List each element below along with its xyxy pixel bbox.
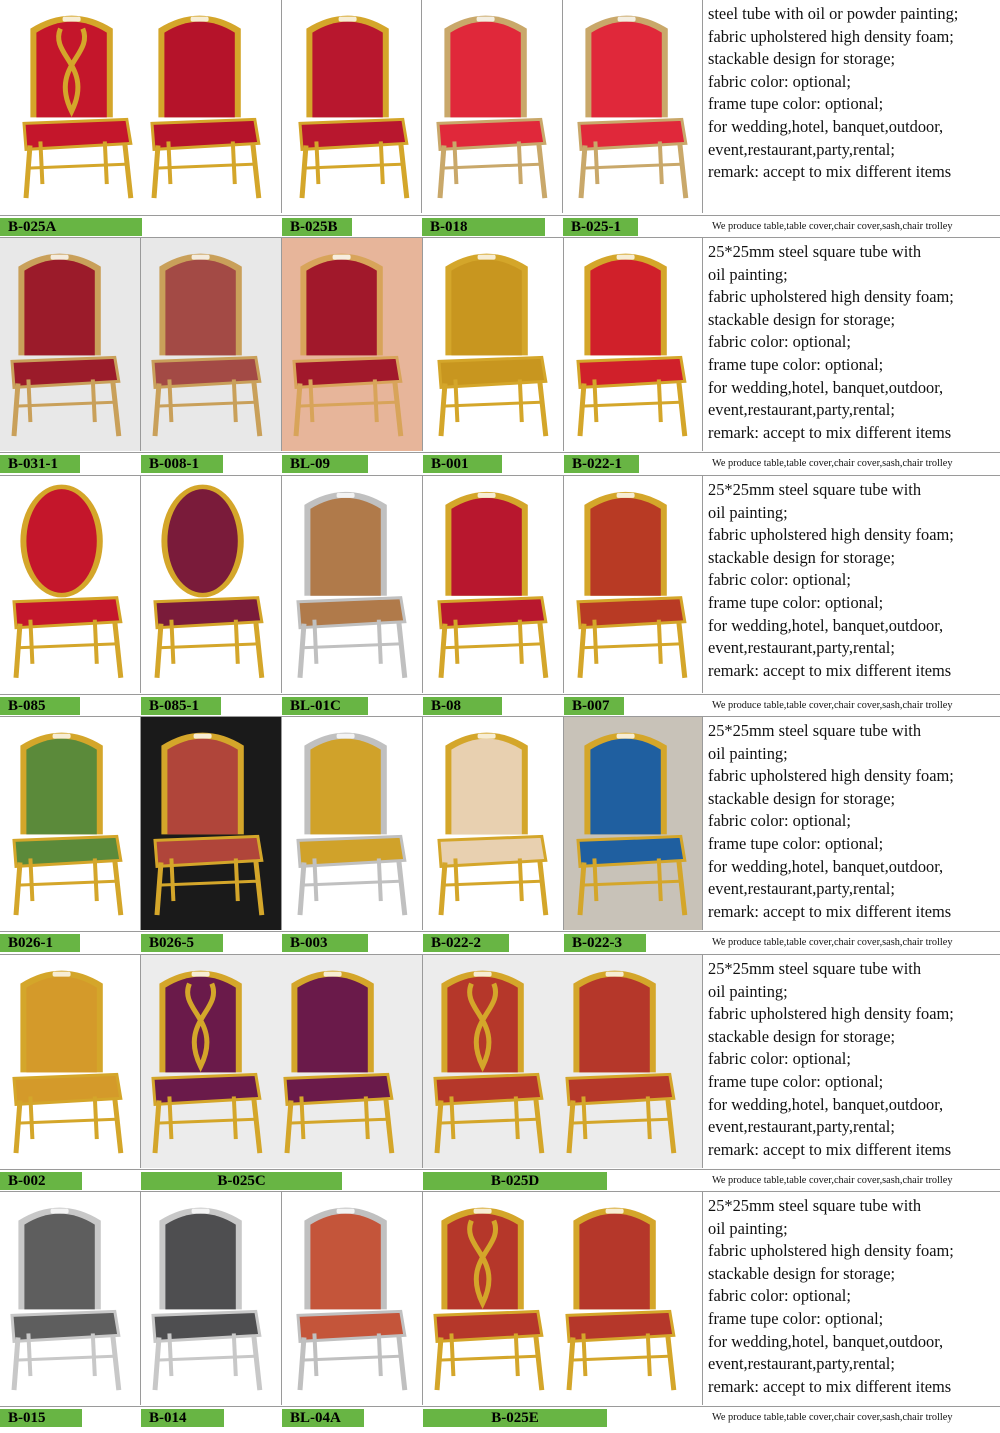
model-number-label: B-025B bbox=[282, 218, 352, 236]
product-section bbox=[0, 1191, 1000, 1407]
product-photo-cell bbox=[0, 0, 282, 213]
spec-line: fabric upholstered high density foam; bbox=[708, 26, 954, 46]
model-number-label: B-002 bbox=[0, 1172, 82, 1190]
chair-photo bbox=[282, 0, 422, 213]
blank-label-box bbox=[364, 1409, 423, 1427]
blank-label-box bbox=[352, 218, 422, 236]
spec-line: for wedding,hotel, banquet,outdoor, bbox=[708, 1094, 944, 1114]
model-number-label: B-085-1 bbox=[141, 697, 221, 715]
blank-label-box bbox=[502, 697, 564, 715]
product-photo-cell bbox=[0, 955, 141, 1168]
spec-line: fabric color: optional; bbox=[708, 811, 851, 831]
model-number-label: B026-1 bbox=[0, 934, 80, 952]
blank-label-box bbox=[624, 697, 702, 715]
model-number-label: B-018 bbox=[422, 218, 545, 236]
spec-line: event,restaurant,party,rental; bbox=[708, 400, 895, 420]
blank-label-box bbox=[80, 934, 141, 952]
spec-line: event,restaurant,party,rental; bbox=[708, 1117, 895, 1137]
spec-line: fabric color: optional; bbox=[708, 1049, 851, 1069]
blank-label-box bbox=[639, 455, 702, 473]
model-number-label: B-025C bbox=[141, 1172, 342, 1190]
chair-photo bbox=[563, 0, 703, 213]
photo-row bbox=[0, 1192, 702, 1405]
product-photo-cell bbox=[141, 238, 282, 451]
blank-label-box bbox=[607, 1172, 703, 1190]
product-photo-cell bbox=[141, 717, 282, 930]
spec-line: oil painting; bbox=[708, 1218, 788, 1238]
spec-line: fabric upholstered high density foam; bbox=[708, 1004, 954, 1024]
spec-line: remark: accept to mix different items bbox=[708, 162, 952, 182]
model-number-label: B-025E bbox=[423, 1409, 607, 1427]
chair-photo bbox=[0, 476, 141, 693]
product-photo-cell bbox=[423, 476, 564, 693]
product-photo-cell bbox=[282, 1192, 423, 1405]
chair-photo bbox=[141, 1192, 282, 1405]
model-number-label: B-022-1 bbox=[564, 455, 639, 473]
product-section bbox=[0, 475, 1000, 695]
spec-line: stackable design for storage; bbox=[708, 49, 896, 69]
spec-description bbox=[703, 238, 1000, 444]
spec-line: frame tupe color: optional; bbox=[708, 833, 884, 853]
product-photo-cell bbox=[0, 1192, 141, 1405]
chair-photo bbox=[141, 238, 282, 451]
blank-label-box bbox=[502, 455, 564, 473]
spec-line: remark: accept to mix different items bbox=[708, 901, 952, 921]
spec-line: 25*25mm steel square tube with bbox=[708, 959, 922, 978]
model-number-label: B-015 bbox=[0, 1409, 82, 1427]
photo-row bbox=[0, 717, 702, 930]
spec-line: event,restaurant,party,rental; bbox=[708, 1354, 895, 1374]
spec-line: 25*25mm steel square tube with bbox=[708, 721, 922, 740]
spec-line: oil painting; bbox=[708, 743, 788, 763]
blank-label-box bbox=[368, 455, 423, 473]
model-number-label: BL-09 bbox=[282, 455, 368, 473]
chair-photo bbox=[564, 717, 703, 930]
model-label-row bbox=[0, 1406, 1000, 1429]
chair-photo bbox=[423, 476, 564, 693]
spec-line: for wedding,hotel, banquet,outdoor, bbox=[708, 1331, 944, 1351]
chair-photo bbox=[423, 717, 564, 930]
product-section bbox=[0, 954, 1000, 1170]
product-section bbox=[0, 0, 1000, 215]
product-photo-cell bbox=[563, 0, 703, 213]
model-number-label: B-008-1 bbox=[141, 455, 223, 473]
spec-line: 25*25mm steel square tube with bbox=[708, 480, 922, 499]
blank-label-box bbox=[509, 934, 564, 952]
chair-photo bbox=[282, 238, 423, 451]
model-label-row bbox=[0, 694, 1000, 717]
chair-photo bbox=[564, 238, 703, 451]
spec-description bbox=[703, 0, 1000, 184]
spec-line: fabric color: optional; bbox=[708, 570, 851, 590]
model-number-label: B-022-2 bbox=[423, 934, 509, 952]
blank-label-box bbox=[368, 934, 423, 952]
photo-row bbox=[0, 238, 702, 451]
spec-line: stackable design for storage; bbox=[708, 788, 896, 808]
spec-line: stackable design for storage; bbox=[708, 309, 896, 329]
product-photo-cell bbox=[282, 717, 423, 930]
model-number-label: B-031-1 bbox=[0, 455, 80, 473]
spec-line: 25*25mm steel square tube with bbox=[708, 1196, 922, 1215]
model-label-row bbox=[0, 215, 1000, 238]
chair-photo bbox=[0, 955, 141, 1168]
spec-line: frame tupe color: optional; bbox=[708, 1308, 884, 1328]
model-number-label: B-025-1 bbox=[563, 218, 638, 236]
chair-photo bbox=[423, 955, 703, 1168]
spec-line: frame tupe color: optional; bbox=[708, 354, 884, 374]
spec-line: oil painting; bbox=[708, 264, 788, 284]
chair-photo bbox=[0, 238, 141, 451]
blank-label-box bbox=[223, 455, 282, 473]
spec-line: stackable design for storage; bbox=[708, 547, 896, 567]
spec-description bbox=[703, 1192, 1000, 1398]
spec-line: for wedding,hotel, banquet,outdoor, bbox=[708, 856, 944, 876]
product-photo-cell bbox=[282, 238, 423, 451]
product-photo-cell bbox=[141, 955, 423, 1168]
product-photo-cell bbox=[141, 1192, 282, 1405]
spec-line: remark: accept to mix different items bbox=[708, 1139, 952, 1159]
spec-line: for wedding,hotel, banquet,outdoor, bbox=[708, 116, 944, 136]
chair-photo bbox=[0, 0, 282, 213]
chair-photo bbox=[282, 476, 423, 693]
chair-photo bbox=[0, 1192, 141, 1405]
product-photo-cell bbox=[141, 476, 282, 693]
blank-label-box bbox=[368, 697, 423, 715]
spec-line: 25*25mm steel square tube with bbox=[708, 242, 922, 261]
spec-line: frame tupe color: optional; bbox=[708, 592, 884, 612]
blank-label-box bbox=[638, 218, 702, 236]
model-number-label: B-08 bbox=[423, 697, 502, 715]
product-photo-cell bbox=[423, 1192, 703, 1405]
spec-line: for wedding,hotel, banquet,outdoor, bbox=[708, 615, 944, 635]
spec-line: stackable design for storage; bbox=[708, 1026, 896, 1046]
spec-line: frame tupe color: optional; bbox=[708, 1071, 884, 1091]
product-photo-cell bbox=[282, 476, 423, 693]
photo-row bbox=[0, 476, 702, 693]
produce-note: We produce table,table cover,chair cover,sash,chair trolley bbox=[712, 458, 953, 469]
spec-line: oil painting; bbox=[708, 981, 788, 1001]
model-number-label: BL-01C bbox=[282, 697, 368, 715]
photo-row bbox=[0, 955, 702, 1168]
spec-line: fabric upholstered high density foam; bbox=[708, 1241, 954, 1261]
produce-note: We produce table,table cover,chair cover,sash,chair trolley bbox=[712, 221, 953, 232]
blank-label-box bbox=[80, 697, 141, 715]
produce-note: We produce table,table cover,chair cover,sash,chair trolley bbox=[712, 700, 953, 711]
spec-line: stackable design for storage; bbox=[708, 1263, 896, 1283]
spec-line: fabric upholstered high density foam; bbox=[708, 287, 954, 307]
product-photo-cell bbox=[564, 476, 703, 693]
blank-label-box bbox=[82, 1172, 141, 1190]
spec-line: event,restaurant,party,rental; bbox=[708, 879, 895, 899]
spec-line: fabric upholstered high density foam; bbox=[708, 525, 954, 545]
spec-description bbox=[703, 717, 1000, 923]
model-number-label: BL-04A bbox=[282, 1409, 364, 1427]
spec-line: fabric color: optional; bbox=[708, 71, 851, 91]
spec-line: fabric upholstered high density foam; bbox=[708, 766, 954, 786]
model-label-row bbox=[0, 1169, 1000, 1192]
produce-note: We produce table,table cover,chair cover,sash,chair trolley bbox=[712, 1175, 953, 1186]
blank-label-box bbox=[223, 934, 282, 952]
spec-line: fabric color: optional; bbox=[708, 332, 851, 352]
model-number-label: B-014 bbox=[141, 1409, 224, 1427]
product-photo-cell bbox=[0, 238, 141, 451]
product-photo-cell bbox=[564, 238, 703, 451]
product-photo-cell bbox=[564, 717, 703, 930]
chair-photo bbox=[282, 1192, 423, 1405]
spec-line: fabric color: optional; bbox=[708, 1286, 851, 1306]
chair-photo bbox=[141, 717, 282, 930]
spec-line: remark: accept to mix different items bbox=[708, 1376, 952, 1396]
chair-photo bbox=[141, 476, 282, 693]
spec-line: event,restaurant,party,rental; bbox=[708, 638, 895, 658]
spec-line: for wedding,hotel, banquet,outdoor, bbox=[708, 377, 944, 397]
product-photo-cell bbox=[0, 717, 141, 930]
blank-label-box bbox=[142, 218, 282, 236]
spec-line: remark: accept to mix different items bbox=[708, 660, 952, 680]
model-label-row bbox=[0, 931, 1000, 954]
product-photo-cell bbox=[422, 0, 563, 213]
model-number-label: B-001 bbox=[423, 455, 502, 473]
produce-note: We produce table,table cover,chair cover,sash,chair trolley bbox=[712, 937, 953, 948]
blank-label-box bbox=[221, 697, 282, 715]
chair-photo bbox=[564, 476, 703, 693]
spec-description bbox=[703, 476, 1000, 682]
chair-photo bbox=[422, 0, 563, 213]
chair-photo bbox=[141, 955, 423, 1168]
product-section bbox=[0, 237, 1000, 453]
product-photo-cell bbox=[282, 0, 422, 213]
spec-line: oil painting; bbox=[708, 502, 788, 522]
spec-line: steel tube with oil or powder painting; bbox=[708, 4, 959, 23]
model-number-label: B-025A bbox=[0, 218, 142, 236]
chair-photo bbox=[423, 1192, 703, 1405]
spec-line: frame tupe color: optional; bbox=[708, 94, 884, 114]
blank-label-box bbox=[607, 1409, 641, 1427]
photo-row bbox=[0, 0, 702, 213]
model-number-label: B026-5 bbox=[141, 934, 223, 952]
blank-label-box bbox=[545, 218, 563, 236]
chair-photo bbox=[423, 238, 564, 451]
model-number-label: B-022-3 bbox=[564, 934, 646, 952]
blank-label-box bbox=[224, 1409, 282, 1427]
product-photo-cell bbox=[0, 476, 141, 693]
spec-line: remark: accept to mix different items bbox=[708, 422, 952, 442]
model-number-label: B-085 bbox=[0, 697, 80, 715]
chair-photo bbox=[282, 717, 423, 930]
blank-label-box bbox=[342, 1172, 423, 1190]
model-number-label: B-007 bbox=[564, 697, 624, 715]
spec-description bbox=[703, 955, 1000, 1161]
spec-line: event,restaurant,party,rental; bbox=[708, 139, 895, 159]
product-photo-cell bbox=[423, 238, 564, 451]
blank-label-box bbox=[646, 934, 702, 952]
blank-label-box bbox=[80, 455, 141, 473]
product-section bbox=[0, 716, 1000, 932]
model-number-label: B-003 bbox=[282, 934, 368, 952]
produce-note: We produce table,table cover,chair cover,sash,chair trolley bbox=[712, 1412, 953, 1423]
product-photo-cell bbox=[423, 955, 703, 1168]
model-number-label: B-025D bbox=[423, 1172, 607, 1190]
blank-label-box bbox=[82, 1409, 141, 1427]
model-label-row bbox=[0, 452, 1000, 475]
product-photo-cell bbox=[423, 717, 564, 930]
chair-photo bbox=[0, 717, 141, 930]
